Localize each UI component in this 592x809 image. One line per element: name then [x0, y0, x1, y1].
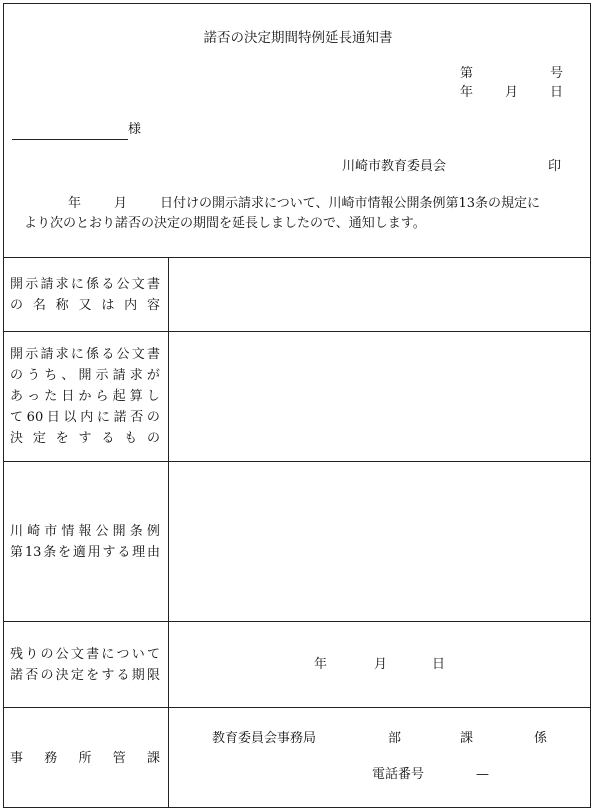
label-char: 務: [44, 750, 58, 766]
label-char: を: [86, 667, 100, 683]
label-char: 内: [124, 297, 138, 313]
label-line: [10, 665, 160, 686]
label-char: す: [78, 431, 92, 446]
label-char: 13: [24, 544, 42, 560]
label-char: 求: [129, 368, 143, 383]
label-char: 管: [112, 750, 126, 766]
date-year: 年: [460, 85, 474, 100]
label-char: 容: [146, 297, 160, 313]
label-char: る: [101, 347, 115, 362]
label-char: 情: [61, 523, 75, 539]
row3-label: [10, 462, 160, 621]
label-char: 文: [70, 646, 84, 662]
label-char: 請: [40, 347, 54, 362]
unit-label: 係: [534, 731, 548, 746]
label-char: 限: [146, 667, 160, 683]
label-char: う: [27, 368, 41, 383]
label-char: か: [78, 389, 92, 404]
label-char: 課: [146, 750, 160, 766]
label-char: の: [10, 368, 24, 383]
label-char: 書: [146, 347, 160, 362]
label-char: 文: [131, 276, 145, 292]
label-char: 定: [70, 667, 84, 683]
label-char: つ: [116, 646, 130, 662]
label-char: の: [146, 410, 160, 425]
label-char: に: [70, 276, 84, 292]
label-char: 所: [78, 750, 92, 766]
label-char: 開: [78, 368, 92, 383]
label-char: 係: [86, 276, 100, 292]
label-char: 日: [46, 410, 60, 425]
deadline-year: 年: [314, 657, 328, 672]
label-char: 事: [10, 750, 24, 766]
label-char: 例: [146, 523, 160, 539]
row1-label: [10, 258, 160, 331]
label-char: 川: [10, 523, 24, 539]
body-month: 月: [114, 196, 128, 211]
label-char: る: [101, 431, 115, 446]
label-char: は: [101, 297, 115, 313]
office-name: 教育委員会事務局: [212, 731, 317, 746]
body-line2: より次のとおり諾否の決定の期間を延長しましたので、通知します。: [24, 216, 426, 231]
label-char: た: [44, 389, 58, 404]
label-char: 第: [10, 544, 24, 560]
label-char: に: [101, 646, 115, 662]
label-char: す: [102, 544, 116, 560]
section-label: 課: [460, 731, 474, 746]
label-char: 諾: [113, 410, 127, 425]
label-char: て: [146, 646, 160, 662]
label-char: 示: [25, 276, 39, 292]
label-char: 求: [55, 276, 69, 292]
label-char: 示: [95, 368, 109, 383]
row5-label-line: [10, 748, 160, 769]
label-char: の: [146, 431, 160, 446]
sender-name: 川崎市教育委員会: [342, 159, 447, 174]
label-line: [10, 644, 160, 665]
label-char: り: [25, 646, 39, 662]
label-char: 日: [61, 389, 75, 404]
label-char: の: [40, 667, 54, 683]
row5-label: [10, 708, 160, 808]
label-char: 内: [80, 410, 94, 425]
label-char: 定: [32, 431, 46, 446]
label-char: 書: [86, 646, 100, 662]
label-line: [10, 521, 160, 542]
label-char: の: [40, 646, 54, 662]
label-char: 請: [112, 368, 126, 383]
seal-mark: 印: [548, 159, 562, 174]
label-char: 諾: [10, 667, 24, 683]
label-line: [10, 542, 160, 563]
number-suffix: 号: [550, 66, 564, 81]
label-char: 否: [25, 667, 39, 683]
label-char: 決: [55, 667, 69, 683]
form-border: [3, 3, 591, 808]
body-year: 年: [68, 196, 82, 211]
label-char: に: [70, 347, 84, 362]
number-prefix: 第: [460, 66, 474, 81]
label-char: 適: [72, 544, 86, 560]
label-char: 公: [55, 646, 69, 662]
label-char: 起: [112, 389, 126, 404]
label-char: が: [146, 368, 160, 383]
label-char: っ: [27, 389, 41, 404]
label-char: る: [116, 667, 130, 683]
label-char: し: [146, 389, 160, 404]
label-char: て: [10, 410, 24, 425]
row1-label-line: [10, 295, 160, 316]
label-char: 名: [32, 297, 46, 313]
label-char: 請: [40, 276, 54, 292]
label-char: 残: [10, 646, 24, 662]
dept-label: 部: [388, 731, 402, 746]
date-day: 日: [550, 85, 564, 100]
label-char: る: [101, 276, 115, 292]
label-line: [10, 407, 160, 428]
label-char: ち: [44, 368, 58, 383]
label-char: 用: [87, 544, 101, 560]
label-char: 開: [10, 276, 24, 292]
addressee-underline: [12, 139, 128, 140]
label-char: 求: [55, 347, 69, 362]
label-char: す: [101, 667, 115, 683]
label-char: 書: [146, 276, 160, 292]
row1-label-line: [10, 274, 160, 295]
label-char: る: [117, 544, 131, 560]
label-char: あ: [10, 389, 24, 404]
label-char: 公: [116, 347, 130, 362]
label-char: を: [55, 431, 69, 446]
label-char: 条: [129, 523, 143, 539]
date-month: 月: [505, 85, 519, 100]
label-char: 又: [78, 297, 92, 313]
label-char: 示: [25, 347, 39, 362]
label-char: 期: [131, 667, 145, 683]
label-char: に: [96, 410, 110, 425]
label-char: 以: [63, 410, 77, 425]
label-char: 算: [129, 389, 143, 404]
label-char: 開: [10, 347, 24, 362]
label-char: の: [10, 297, 24, 313]
label-char: 開: [112, 523, 126, 539]
label-char: 由: [146, 544, 160, 560]
label-line: [10, 344, 160, 365]
phone-dash: —: [476, 767, 489, 782]
label-char: 否: [130, 410, 144, 425]
label-char: 決: [10, 431, 24, 446]
label-char: 理: [132, 544, 146, 560]
row4-label: [10, 622, 160, 707]
label-line: [10, 365, 160, 386]
label-char: い: [131, 646, 145, 662]
label-char: 文: [131, 347, 145, 362]
deadline-day: 日: [432, 657, 446, 672]
table-column-divider: [168, 257, 169, 808]
label-char: 、: [61, 368, 75, 383]
label-char: 崎: [27, 523, 41, 539]
body-line1: 日付けの開示請求について、川崎市情報公開条例第13条の規定に: [160, 196, 541, 211]
deadline-month: 月: [374, 657, 388, 672]
label-char: 報: [78, 523, 92, 539]
label-char: 公: [95, 523, 109, 539]
label-char: 称: [55, 297, 69, 313]
label-line: [10, 386, 160, 407]
label-char: ら: [95, 389, 109, 404]
document-title: 諾否の決定期間特例延長通知書: [203, 30, 393, 46]
phone-label: 電話番号: [372, 767, 425, 782]
label-char: 市: [44, 523, 58, 539]
label-char: 係: [86, 347, 100, 362]
addressee-suffix: 様: [128, 122, 142, 137]
label-char: 公: [116, 276, 130, 292]
label-char: を: [58, 544, 72, 560]
label-char: 条: [43, 544, 57, 560]
row2-label: [10, 332, 160, 461]
label-char: 60: [26, 410, 44, 425]
label-char: も: [124, 431, 138, 446]
label-line: [10, 428, 160, 449]
